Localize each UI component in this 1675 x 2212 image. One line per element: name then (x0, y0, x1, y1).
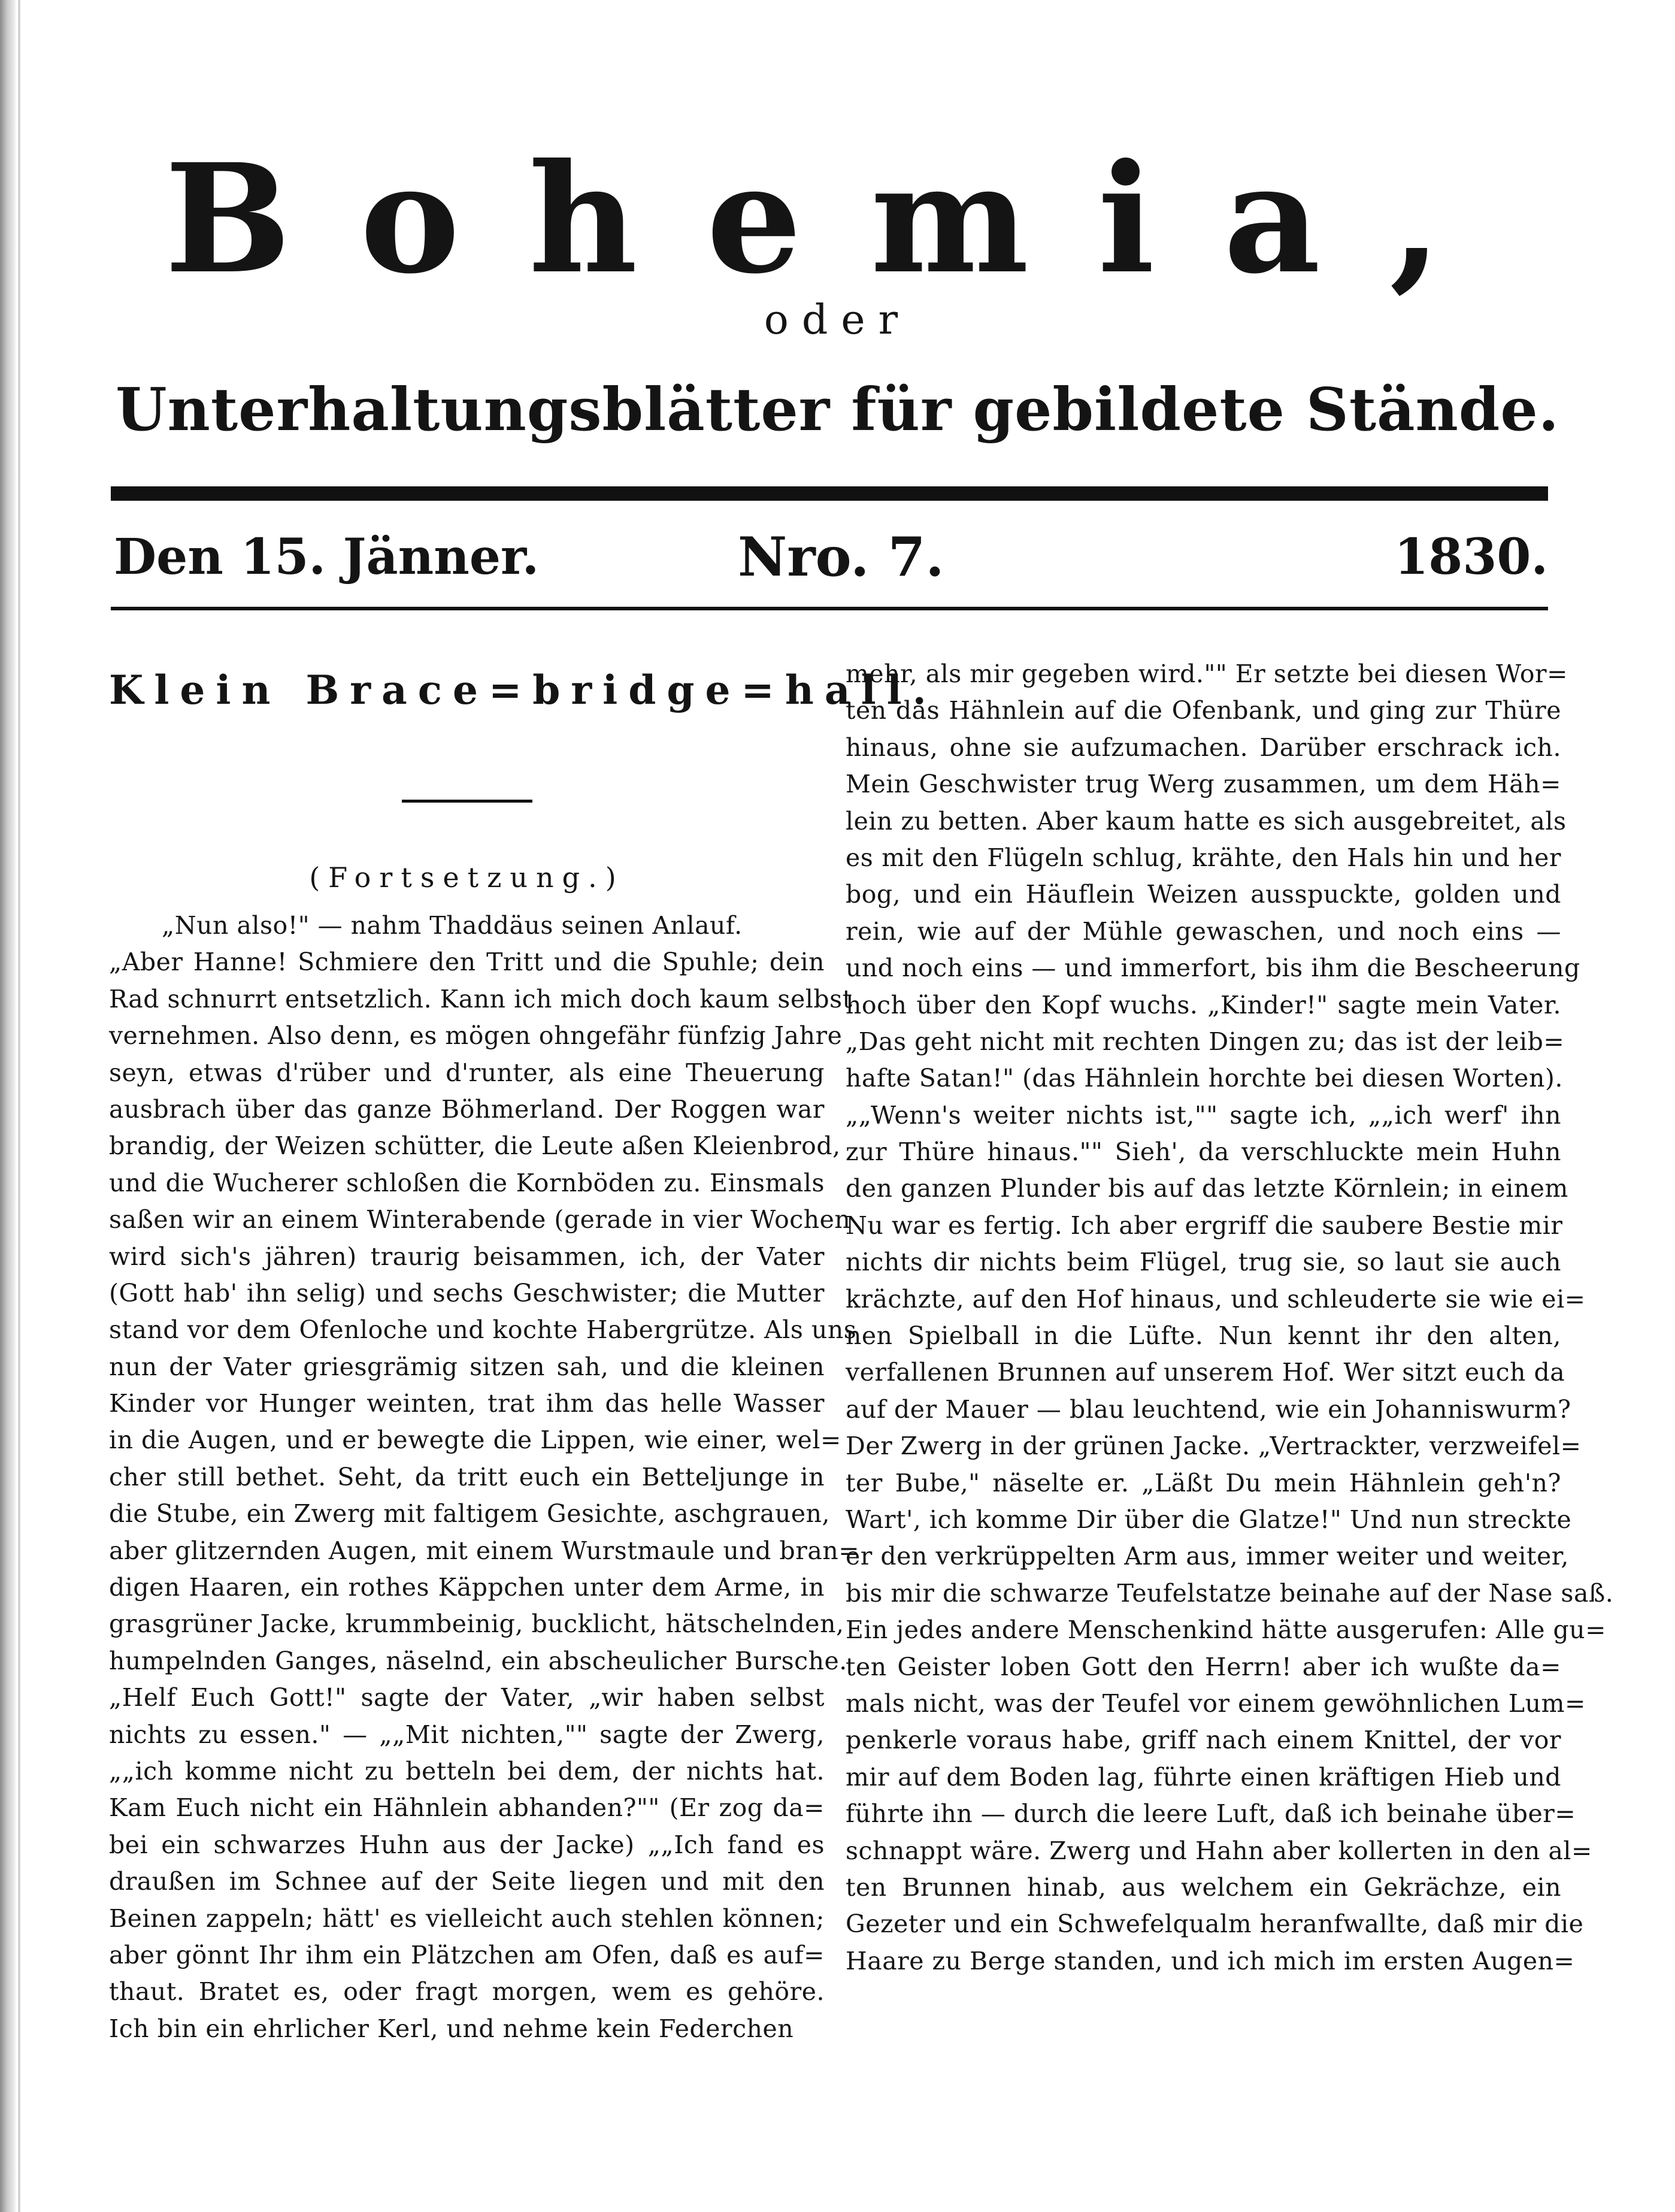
text-line: und noch eins — und immerfort, bis ihm die Bescheerung (846, 954, 1580, 983)
text-line: zur Thüre hinaus."" Sieh', da verschluckte mein Huhn (846, 1137, 1561, 1167)
issue-year: 1830. (1394, 528, 1548, 586)
text-line: wird sich's jähren) traurig beisammen, ich, der Vater (109, 1242, 825, 1271)
text-line: und die Wucherer schloßen die Kornböden zu. Einsmals (109, 1168, 825, 1197)
text-line: Ein jedes andere Menschenkind hätte ausgerufen: Alle gu= (846, 1615, 1606, 1645)
text-line: Rad schnurrt entsetzlich. Kann ich mich doch kaum selbst (109, 984, 853, 1013)
text-line: aber gönnt Ihr ihm ein Plätzchen am Ofen, daß es auf= (109, 1940, 825, 1969)
text-line: hoch über den Kopf wuchs. „Kinder!" sagte mein Vater. (846, 990, 1561, 1019)
text-line: er den verkrüppelten Arm aus, immer weiter und weiter, (846, 1542, 1569, 1571)
text-line: stand vor dem Ofenloche und kochte Habergrütze. Als uns (109, 1315, 857, 1345)
text-line: „„ich komme nicht zu betteln bei dem, der nichts hat. (109, 1756, 825, 1786)
masthead-title: Bohemia, (164, 131, 1511, 307)
masthead-thick-rule (111, 486, 1548, 501)
left-column (109, 656, 937, 2047)
left-column-text (109, 907, 860, 2047)
text-line: schnappt wäre. Zwerg und Hahn aber kollerten in den al= (846, 1836, 1592, 1865)
masthead-subtitle: Unterhaltungsblätter für gebildete Stände. (116, 376, 1559, 444)
text-line: Wart', ich komme Dir über die Glatze!" Und nun streckte (846, 1505, 1572, 1534)
text-line: bei ein schwarzes Huhn aus der Jacke) „„Ich fand es (109, 1830, 825, 1859)
text-line: digen Haaren, ein rothes Käppchen unter dem Arme, in (109, 1573, 825, 1602)
text-line: nichts zu essen." — „„Mit nichten,"" sagte der Zwerg, (109, 1720, 825, 1749)
text-line: nun der Vater griesgrämig sitzen sah, und die kleinen (109, 1352, 825, 1381)
text-line: ausbrach über das ganze Böhmerland. Der Roggen war (109, 1094, 825, 1124)
text-line: ten Brunnen hinab, aus welchem ein Gekrächze, ein (846, 1872, 1561, 1902)
text-line: „Helf Euch Gott!" sagte der Vater, „wir haben selbst (109, 1683, 825, 1712)
text-line: die Stube, ein Zwerg mit faltigem Gesichte, aschgrauen, (109, 1499, 831, 1529)
text-line: Ich bin ein ehrlicher Kerl, und nehme kein Federchen (109, 2014, 794, 2043)
text-line: seyn, etwas d'rüber und d'runter, als eine Theuerung (109, 1058, 825, 1087)
text-line: saßen wir an einem Winterabende (gerade in vier Wochen (109, 1205, 851, 1234)
text-line: ten Geister loben Gott den Herrn! aber ich wußte da= (846, 1652, 1561, 1681)
text-line: bog, und ein Häuflein Weizen ausspuckte, golden und (846, 880, 1561, 909)
text-line: Gezeter und ein Schwefelqualm heranfwallte, daß mir die (846, 1910, 1584, 1939)
text-line: krächzte, auf den Hof hinaus, und schleuderte sie wie ei= (846, 1284, 1586, 1314)
text-line: Haare zu Berge standen, und ich mich im ersten Augen= (846, 1946, 1575, 1975)
text-line: führte ihn — durch die leere Luft, daß ich beinahe über= (846, 1799, 1576, 1829)
text-line: Der Zwerg in der grünen Jacke. „Vertrackter, verzweifel= (846, 1432, 1582, 1461)
text-line: es mit den Flügeln schlug, krähte, den Hals hin und her (846, 843, 1561, 872)
text-line: grasgrüner Jacke, krummbeinig, bucklicht, hätschelnden, (109, 1609, 844, 1639)
text-line: mals nicht, was der Teufel vor einem gewöhnlichen Lum= (846, 1688, 1586, 1718)
text-line: lein zu betten. Aber kaum hatte es sich ausgebreitet, als (846, 806, 1567, 836)
text-line: hinaus, ohne sie aufzumachen. Darüber erschrack ich. (846, 733, 1561, 762)
text-line: verfallenen Brunnen auf unserem Hof. Wer sitzt euch da (846, 1358, 1565, 1387)
text-line: hafte Satan!" (das Hähnlein horchte bei diesen Worten). (846, 1064, 1563, 1093)
article-title: Klein Brace=bridge=hall. (109, 667, 937, 713)
text-line: den ganzen Plunder bis auf das letzte Körnlein; in einem (846, 1174, 1568, 1203)
issue-line-rule (111, 607, 1548, 610)
masthead-oder: oder (764, 296, 911, 344)
text-line: vernehmen. Also denn, es mögen ohngefähr fünfzig Jahre (109, 1021, 843, 1051)
text-line: Nu war es fertig. Ich aber ergriff die saubere Bestie mir (846, 1211, 1563, 1240)
text-line: nichts dir nichts beim Flügel, trug sie, so laut sie auch (846, 1248, 1561, 1277)
title-rule (402, 800, 532, 803)
continuation-note: (Fortsetzung.) (309, 861, 625, 894)
text-line: in die Augen, und er bewegte die Lippen, wie einer, wel= (109, 1426, 841, 1455)
issue-number: Nro. 7. (738, 525, 944, 589)
issue-date: Den 15. Jänner. (114, 528, 540, 586)
text-line: „Aber Hanne! Schmiere den Tritt und die Spuhle; dein (109, 948, 825, 977)
text-line: Mein Geschwister trug Werg zusammen, um dem Häh= (846, 770, 1561, 799)
text-line: auf der Mauer — blau leuchtend, wie ein Johanniswurm? (846, 1394, 1571, 1424)
text-line: bis mir die schwarze Teufelstatze beinahe auf der Nase saß. (846, 1578, 1614, 1608)
text-line: thaut. Bratet es, oder fragt morgen, wem es gehöre. (109, 1977, 825, 2007)
text-line: ter Bube," näselte er. „Läßt Du mein Hähnlein geh'n? (846, 1468, 1561, 1497)
text-line: „Das geht nicht mit rechten Dingen zu; das ist der leib= (846, 1027, 1565, 1056)
text-line: Beinen zappeln; hätt' es vielleicht auch stehlen können; (109, 1904, 825, 1933)
text-line: (Gott hab' ihn selig) und sechs Geschwister; die Mutter (109, 1278, 825, 1308)
text-line: brandig, der Weizen schütter, die Leute aßen Kleienbrod, (109, 1131, 841, 1161)
text-line: mehr, als mir gegeben wird."" Er setzte bei diesen Wor= (846, 659, 1568, 688)
text-line: Kam Euch nicht ein Hähnlein abhanden?"" (Er zog da= (109, 1793, 825, 1823)
text-line: penkerle voraus habe, griff nach einem Knittel, der vor (846, 1726, 1561, 1755)
text-line: „„Wenn's weiter nichts ist,"" sagte ich, „„ich werf' ihn (846, 1100, 1561, 1130)
text-line: cher still bethet. Seht, da tritt euch ein Betteljunge in (109, 1462, 825, 1491)
text-line: mir auf dem Boden lag, führte einen kräftigen Hieb und (846, 1762, 1561, 1792)
right-column (846, 656, 1614, 1980)
text-line: Kinder vor Hunger weinten, trat ihm das helle Wasser (109, 1389, 825, 1418)
text-line: nen Spielball in die Lüfte. Nun kennt ihr den alten, (846, 1321, 1561, 1351)
text-line: rein, wie auf der Mühle gewaschen, und noch eins — (846, 916, 1561, 946)
text-line: humpelnden Ganges, näselnd, ein abscheulicher Bursche. (109, 1646, 847, 1675)
text-line: aber glitzernden Augen, mit einem Wurstmaule und bran= (109, 1536, 860, 1565)
right-column-text (846, 656, 1614, 1980)
text-line: ten das Hähnlein auf die Ofenbank, und ging zur Thüre (846, 696, 1561, 725)
text-line: „Nun also!" — nahm Thaddäus seinen Anlauf. (162, 911, 743, 940)
text-line: draußen im Schnee auf der Seite liegen und mit den (109, 1867, 825, 1896)
